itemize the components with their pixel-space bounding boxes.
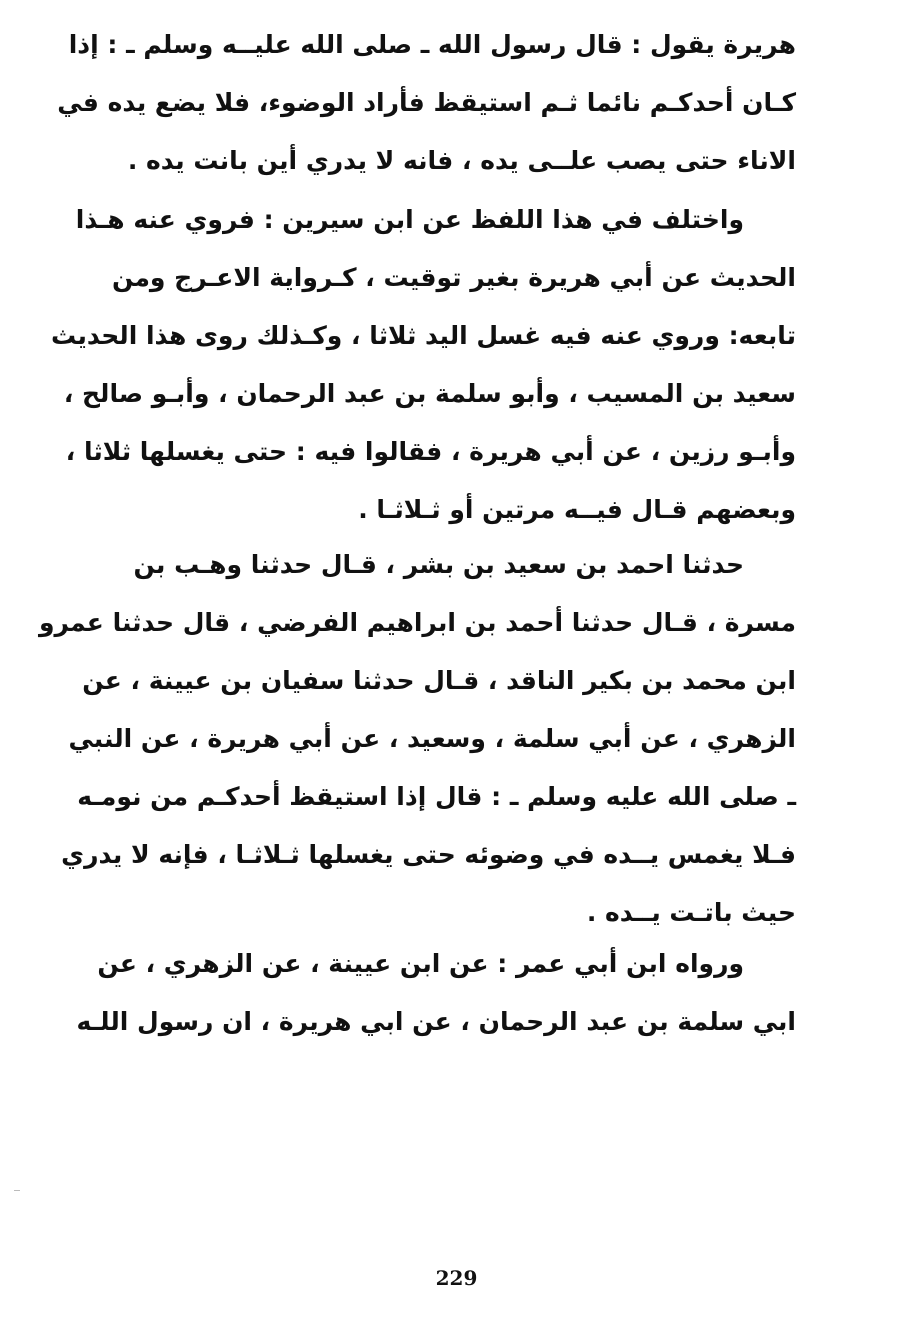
page-number: 229 [435, 1266, 478, 1290]
paragraph-2 [51, 191, 796, 539]
text-line: ابي سلمة بن عبد الرحمان ، عن ابي هريرة ، ان رسول اللـه [76, 1007, 796, 1036]
paragraph-4 [76, 935, 796, 1051]
paragraph-3 [38, 536, 796, 942]
text-line: الزهري ، عن أبي سلمة ، وسعيد ، عن أبي هريرة ، عن النبي [68, 724, 796, 753]
text-line: سعيد بن المسيب ، وأبو سلمة بن عبد الرحمان ، وأبـو صالح ، [63, 379, 796, 408]
text-line: الحديث عن أبي هريرة بغير توقيت ، كـرواية الاعـرج ومن [111, 263, 796, 292]
paragraph-1 [57, 16, 796, 190]
text-line: واختلف في هذا اللفظ عن ابن سيرين : فروي عنه هـذا [75, 205, 744, 234]
text-line: مسرة ، قـال حدثنا أحمد بن ابراهيم الفرضي ، قال حدثنا عمرو [38, 608, 796, 637]
text-line: تابعه: وروي عنه فيه غسل اليد ثلاثا ، وكـذلك روى هذا الحديث [51, 321, 796, 350]
text-line: فـلا يغمس يــده في وضوئه حتى يغسلها ثـلاثـا ، فإنه لا يدري [61, 840, 796, 869]
text-line: هريرة يقول : قال رسول الله ـ صلى الله عليــه وسلم ـ : إذا [68, 30, 796, 59]
text-line: كـان أحدكـم نائما ثـم استيقظ فأراد الوضوء، فلا يضع يده في [57, 88, 796, 117]
text-line: ـ صلى الله عليه وسلم ـ : قال إذا استيقظ أحدكـم من نومـه [77, 782, 796, 811]
text-line: وأبـو رزين ، عن أبي هريرة ، فقالوا فيه : حتى يغسلها ثلاثا ، [65, 437, 796, 466]
text-line: ابن محمد بن بكير الناقد ، قـال حدثنا سفيان بن عيينة ، عن [82, 666, 796, 695]
scan-speck [14, 1190, 20, 1191]
text-line: حيث باتـت يــده . [586, 898, 796, 927]
text-line: الاناء حتى يصب علــى يده ، فانه لا يدري أين بانت يده . [127, 146, 796, 175]
text-line: حدثنا احمد بن سعيد بن بشر ، قـال حدثنا وهـب بن [133, 550, 744, 579]
text-line: ورواه ابن أبي عمر : عن ابن عيينة ، عن الزهري ، عن [97, 949, 744, 978]
text-line: وبعضهم قـال فيــه مرتين أو ثـلاثـا . [358, 495, 796, 524]
